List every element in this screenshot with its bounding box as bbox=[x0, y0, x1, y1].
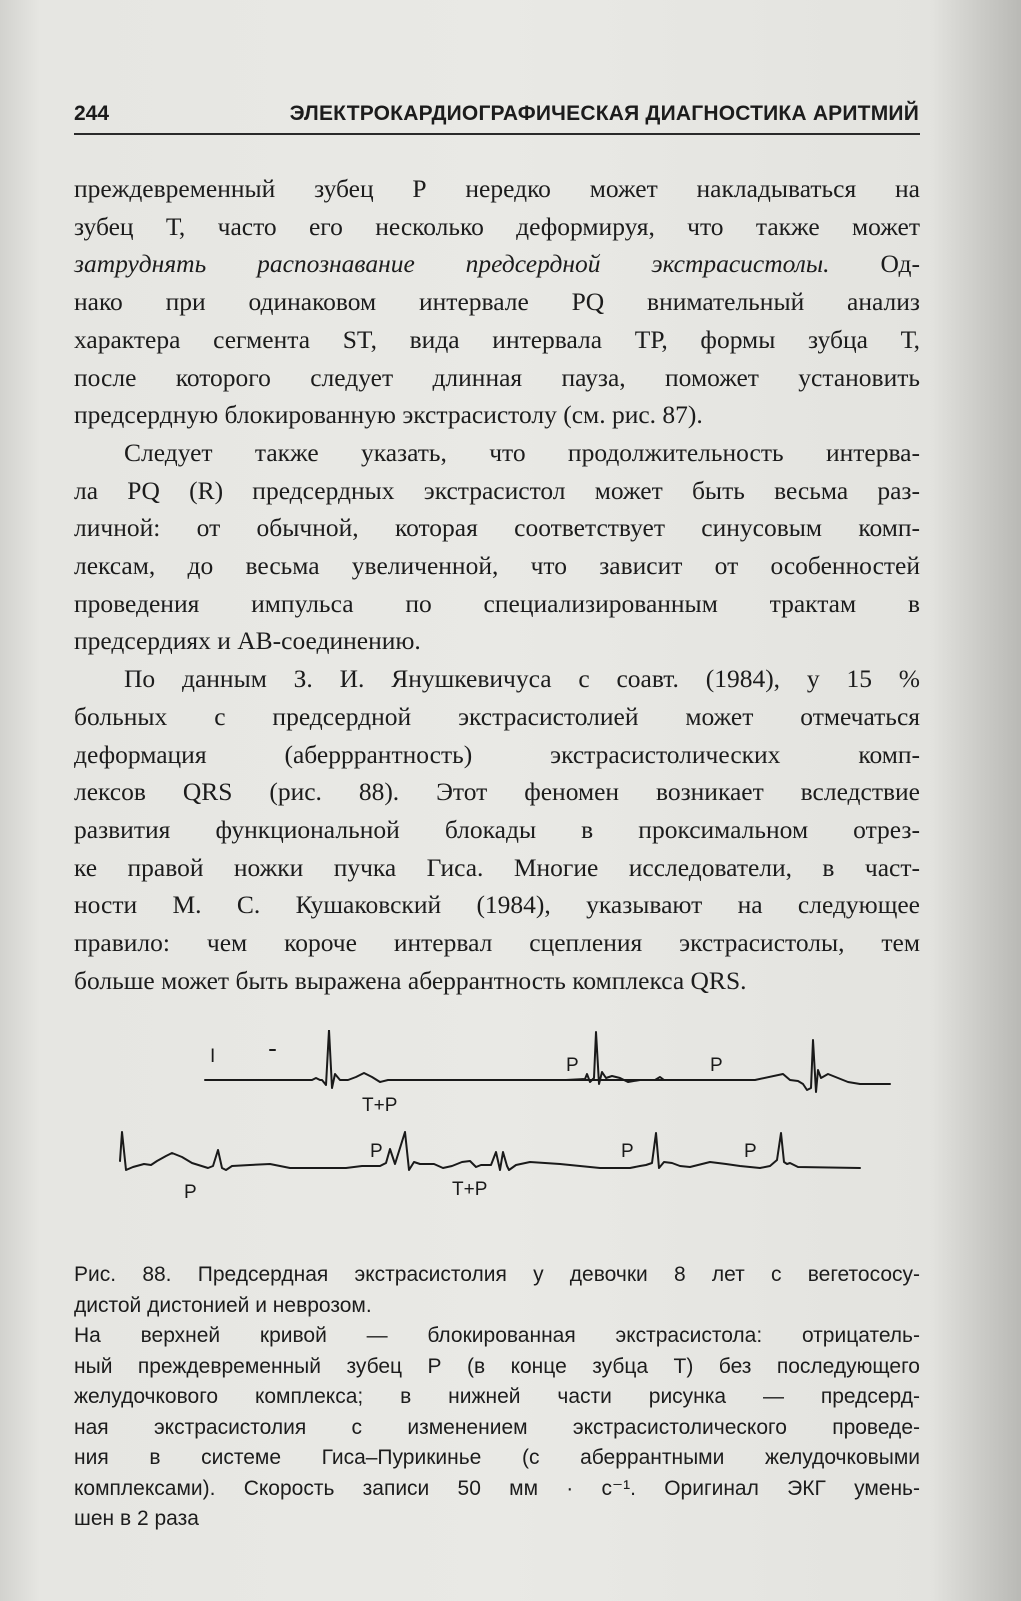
text-line: зубец Т, часто его несколько деформируя, что также может bbox=[74, 211, 920, 241]
caption-line: ный преждевременный зубец Р (в конце зубца Т) без последующего bbox=[74, 1354, 920, 1378]
label-top-t-plus-p: T+P bbox=[362, 1095, 398, 1116]
italic-phrase: затруднять распознавание предсердной экстрасистолы. bbox=[74, 249, 830, 279]
figure-caption bbox=[74, 1260, 920, 1535]
body-text bbox=[74, 170, 920, 999]
lead-label: I bbox=[210, 1046, 216, 1067]
label-bottom-p3: P bbox=[744, 1141, 757, 1162]
text-line: личной: от обычной, которая соответствует синусовым комп- bbox=[74, 513, 920, 543]
caption-line: желудочкового комплекса; в нижней части рисунка — предсерд- bbox=[74, 1385, 920, 1408]
text-line: больных с предсердной экстрасистолией может отмечаться bbox=[74, 701, 920, 731]
text-line: правило: чем короче интервал сцепления экстрасистолы, тем bbox=[74, 928, 920, 958]
text-line: ке правой ножки пучка Гиса. Многие исследователи, в част- bbox=[74, 852, 920, 882]
caption-line: ния в системе Гиса–Пурикинье (с аберрантными желудочковыми bbox=[74, 1446, 920, 1469]
caption-line: На верхней кривой — блокированная экстрасистола: отрицатель- bbox=[74, 1324, 920, 1347]
header-rule bbox=[74, 133, 920, 135]
label-bottom-p-low: P bbox=[184, 1182, 197, 1203]
running-header bbox=[74, 102, 919, 132]
label-bottom-p2: P bbox=[621, 1141, 634, 1162]
text-line: Следует также указать, что продолжительность интерва- bbox=[124, 437, 920, 467]
text-line: предсердную блокированную экстрасистолу (см. рис. 87). bbox=[74, 400, 703, 430]
caption-line: комплексами). Скорость записи 50 мм · с⁻¹. Оригинал ЭКГ умень- bbox=[74, 1476, 920, 1500]
caption-line: ная экстрасистолия с изменением экстрасистолического проведе- bbox=[74, 1415, 920, 1439]
label-bottom-p1: P bbox=[370, 1141, 383, 1162]
text-line: По данным З. И. Янушкевичуса с соавт. (1984), у 15 % bbox=[124, 664, 920, 694]
caption-line: шен в 2 раза bbox=[74, 1507, 199, 1530]
text-line: предсердиях и АВ-соединению. bbox=[74, 626, 421, 656]
ecg-trace-top bbox=[205, 1030, 890, 1092]
label-bottom-t-plus-p: T+P bbox=[452, 1179, 488, 1200]
text-line: лексам, до весьма увеличенной, что зависит от особенностей bbox=[74, 551, 920, 581]
text-line: преждевременный зубец Р нередко может накладываться на bbox=[74, 174, 920, 203]
page-number: 244 bbox=[74, 102, 110, 125]
ecg-trace-top-beat-2 bbox=[566, 1032, 656, 1084]
label-top-p2: P bbox=[710, 1055, 723, 1076]
running-title: ЭЛЕКТРОКАРДИОГРАФИЧЕСКАЯ ДИАГНОСТИКА АРИТМИЙ bbox=[289, 102, 919, 125]
text-line: нако при одинаковом интервале PQ внимательный анализ bbox=[74, 287, 920, 317]
text-line: ла PQ (R) предсердных экстрасистол может быть весьма раз- bbox=[74, 475, 920, 505]
text-line: проведения импульса по специализированным трактам в bbox=[74, 588, 920, 618]
ecg-figure bbox=[100, 1030, 900, 1230]
label-top-p1: P bbox=[566, 1055, 579, 1076]
caption-line: дистой дистонией и неврозом. bbox=[74, 1293, 372, 1317]
text-line: больше может быть выражена аберрантность комплекса QRS. bbox=[74, 965, 747, 995]
text-line: развития функциональной блокады в проксимальном отрез- bbox=[74, 814, 920, 844]
text-line: деформация (аберррантность) экстрасистолических комп- bbox=[74, 739, 920, 769]
text-line: после которого следует длинная пауза, поможет установить bbox=[74, 362, 920, 392]
text-line: лексов QRS (рис. 88). Этот феномен возникает вследствие bbox=[74, 777, 920, 807]
text-line bbox=[74, 245, 920, 283]
caption-line: Рис. 88. Предсердная экстрасистолия у девочки 8 лет с вегетососу- bbox=[74, 1263, 920, 1286]
text-line: ности М. С. Кушаковский (1984), указывают на следующее bbox=[74, 890, 920, 920]
text-fragment: Од- bbox=[829, 249, 920, 279]
text-line: характера сегмента ST, вида интервала ТР, формы зубца Т, bbox=[74, 324, 920, 354]
